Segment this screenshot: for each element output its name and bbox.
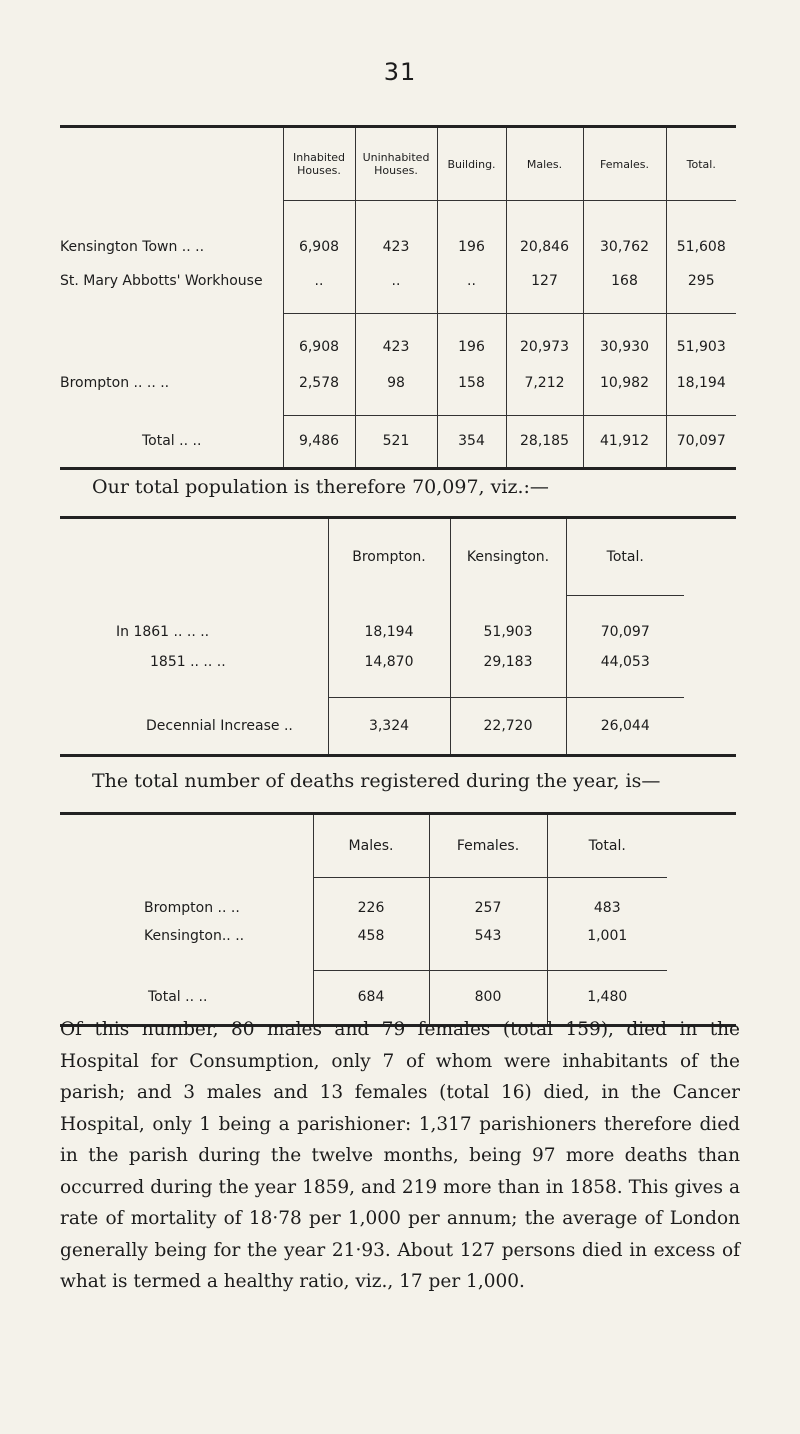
- table-cell: 51,903: [666, 313, 736, 373]
- row-label: [60, 313, 283, 373]
- table-cell: 70,097: [666, 415, 736, 469]
- table-cell: 6,908: [283, 201, 355, 268]
- houses-population-table: [60, 125, 736, 470]
- table-cell: 2,578: [283, 373, 355, 415]
- column-header: Building.: [437, 127, 506, 201]
- header-blank: [60, 518, 328, 596]
- header-blank: [684, 518, 736, 596]
- table-cell: 29,183: [450, 652, 566, 698]
- table-cell: 800: [429, 970, 547, 1026]
- column-header: Total.: [666, 127, 736, 201]
- table-cell: 196: [437, 201, 506, 268]
- table-cell: 18,194: [328, 596, 450, 652]
- table-row: [60, 201, 736, 268]
- table-cell: ..: [283, 267, 355, 313]
- row-label: Brompton .. ..: [144, 899, 240, 916]
- table-cell: 196: [437, 313, 506, 373]
- table-cell: 9,486: [283, 415, 355, 469]
- row-label: Decennial Increase ..: [146, 717, 293, 734]
- table-row: [60, 596, 736, 652]
- table-header-row: [60, 127, 736, 201]
- table-cell: 44,053: [566, 652, 684, 698]
- table-row: [60, 652, 736, 698]
- table-row: [60, 878, 736, 927]
- row-label: 1851 .. .. ..: [150, 653, 226, 670]
- table-cell: 51,608: [666, 201, 736, 268]
- table-cell: 7,212: [506, 373, 583, 415]
- column-header: Brompton.: [328, 518, 450, 596]
- table-cell: 28,185: [506, 415, 583, 469]
- row-label: Total .. ..: [142, 433, 202, 449]
- table-header-row: [60, 814, 736, 878]
- population-comparison-table: [60, 516, 736, 757]
- table-cell: 1,480: [547, 970, 667, 1026]
- column-header: Males.: [313, 814, 429, 878]
- page-number: 31: [383, 58, 417, 86]
- table-cell: 18,194: [666, 373, 736, 415]
- table-cell: 458: [313, 926, 429, 970]
- header-blank: [667, 814, 736, 878]
- table-cell: 543: [429, 926, 547, 970]
- column-header: Total.: [547, 814, 667, 878]
- table-cell: 354: [437, 415, 506, 469]
- table-cell: 423: [355, 313, 437, 373]
- table-row: [60, 313, 736, 373]
- table-row: [60, 926, 736, 970]
- blank-cell: [684, 596, 736, 652]
- table-cell: 168: [583, 267, 666, 313]
- table-total-row: [60, 415, 736, 469]
- table-cell: 684: [313, 970, 429, 1026]
- table-cell: ..: [355, 267, 437, 313]
- column-header: Kensington.: [450, 518, 566, 596]
- table-cell: 26,044: [566, 698, 684, 756]
- table-row: [60, 267, 736, 313]
- table-cell: ..: [437, 267, 506, 313]
- population-intro-text: Our total population is therefore 70,097, viz.:—: [92, 476, 549, 498]
- column-header: Uninhabited Houses.: [355, 127, 437, 201]
- table-cell: 521: [355, 415, 437, 469]
- row-label: Brompton .. .. ..: [60, 375, 170, 391]
- row-label: St. Mary Abbotts' Workhouse: [60, 273, 263, 289]
- table-header-row: [60, 518, 736, 596]
- table-total-row: [60, 698, 736, 756]
- column-header: Females.: [583, 127, 666, 201]
- table-cell: 10,982: [583, 373, 666, 415]
- table-cell: 41,912: [583, 415, 666, 469]
- blank-cell: [684, 698, 736, 756]
- row-label: Kensington.. ..: [144, 928, 245, 944]
- table-cell: 158: [437, 373, 506, 415]
- blank-cell: [667, 926, 736, 970]
- table-cell: 6,908: [283, 313, 355, 373]
- deaths-table: [60, 812, 736, 1027]
- row-label: In 1861 .. .. ..: [116, 623, 210, 640]
- deaths-intro-text: The total number of deaths registered during the year, is—: [92, 770, 661, 792]
- header-blank: [60, 814, 313, 878]
- table-cell: 295: [666, 267, 736, 313]
- row-label: Kensington Town .. ..: [60, 238, 205, 255]
- table-cell: 20,973: [506, 313, 583, 373]
- column-header: Males.: [506, 127, 583, 201]
- table-cell: 483: [547, 878, 667, 927]
- column-header: Inhabited Houses.: [283, 127, 355, 201]
- table-cell: 22,720: [450, 698, 566, 756]
- mortality-paragraph: Of this number, 80 males and 79 females (total 159), died in the Hospital for Consumption, only 7 of whom were inhabitants of the parish; and 3 males and 13 females (total 16) died, in the Cancer Hospital, only 1 being a parishioner: 1,317 parishioners therefore died in the parish during the twelve months, being 97 more deaths than occurred during the year 1859, and 219 more than in 1858. This gives a rate of mortality of 18·78 per 1,000 per annum; the average of London generally being for the year 21·93. About 127 persons died in excess of what is termed a healthy ratio, viz., 17 per 1,000.: [60, 1019, 740, 1292]
- table-cell: 51,903: [450, 596, 566, 652]
- table-cell: 14,870: [328, 652, 450, 698]
- table-cell: 3,324: [328, 698, 450, 756]
- row-label: Total .. ..: [148, 989, 208, 1005]
- table-cell: 30,762: [583, 201, 666, 268]
- column-header: Total.: [566, 518, 684, 596]
- blank-cell: [684, 652, 736, 698]
- table-cell: 30,930: [583, 313, 666, 373]
- table-cell: 70,097: [566, 596, 684, 652]
- header-blank: [60, 127, 283, 201]
- table-row: [60, 373, 736, 415]
- blank-cell: [667, 878, 736, 927]
- table-cell: 20,846: [506, 201, 583, 268]
- table-cell: 423: [355, 201, 437, 268]
- column-header: Females.: [429, 814, 547, 878]
- table-cell: 98: [355, 373, 437, 415]
- table-cell: 257: [429, 878, 547, 927]
- table-cell: 226: [313, 878, 429, 927]
- table-cell: 1,001: [547, 926, 667, 970]
- table-cell: 127: [506, 267, 583, 313]
